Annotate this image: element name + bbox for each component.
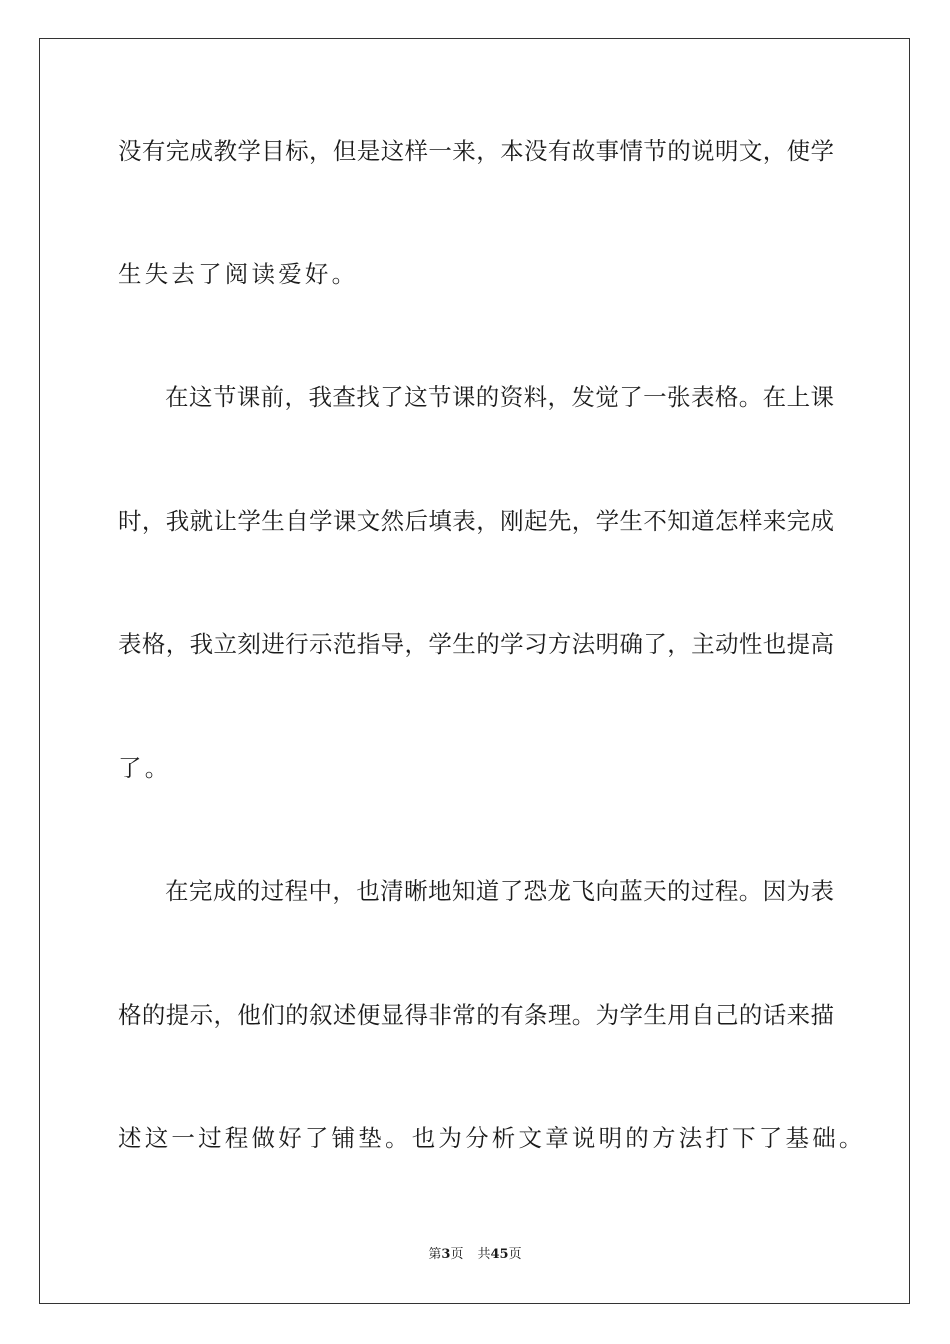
page-footer [0,1246,950,1264]
text-line: 时，我就让学生自学课文然后填表，刚起先，学生不知道怎样来完成 [118,507,834,535]
total-pages: 45 [490,1247,509,1262]
page-prefix: 第 [428,1247,442,1262]
text-line: 了。 [118,754,172,782]
page-suffix: 页 [450,1247,464,1262]
text-line: 格的提示，他们的叙述便显得非常的有条理。为学生用自己的话来描 [118,1001,834,1029]
page-number: 3 [441,1247,451,1262]
text-line: 没有完成教学目标，但是这样一来，本没有故事情节的说明文，使学 [118,137,834,165]
total-prefix: 共 [477,1247,491,1262]
text-line: 表格，我立刻进行示范指导，学生的学习方法明确了，主动性也提高 [118,630,834,658]
page-border [39,38,910,1304]
text-line: 述这一过程做好了铺垫。也为分析文章说明的方法打下了基础。 [118,1124,866,1152]
text-line: 在完成的过程中，也清晰地知道了恐龙飞向蓝天的过程。因为表 [165,877,834,905]
total-suffix: 页 [508,1247,522,1262]
text-line: 在这节课前，我查找了这节课的资料，发觉了一张表格。在上课 [165,383,834,411]
text-line: 生失去了阅读爱好。 [118,260,359,288]
